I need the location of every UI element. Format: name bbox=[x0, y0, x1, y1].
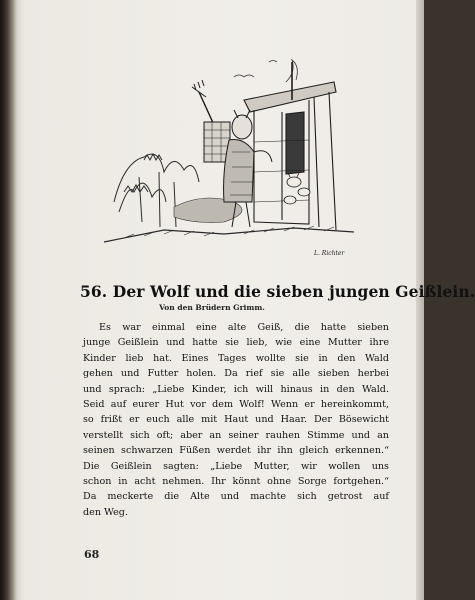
story-author: Von den Brüdern Grimm. bbox=[159, 303, 265, 312]
woodcut-illustration bbox=[104, 52, 354, 252]
smoke-and-birds bbox=[234, 60, 297, 82]
text-line: junge Geißlein und hatte sie lieb, wie eine Mutter ihre bbox=[83, 337, 389, 349]
story-title-text: Der Wolf und die sieben jungen Geißlein. bbox=[112, 282, 475, 301]
text-line: Da meckerte die Alte und machte sich getrost auf bbox=[83, 491, 389, 503]
story-body bbox=[83, 320, 389, 520]
text-line: Es war einmal eine alte Geiß, die hatte sieben bbox=[99, 322, 389, 333]
text-line: Kinder lieb hat. Eines Tages wollte sie in den Wald bbox=[83, 352, 389, 364]
story-title bbox=[80, 282, 475, 301]
text-line: Die Geißlein sagten: „Liebe Mutter, wir wollen uns bbox=[83, 460, 389, 472]
text-line: so frißt er euch alle mit Haut und Haar. Der Bösewicht bbox=[83, 414, 389, 426]
text-line: Seid auf eurer Hut vor dem Wolf! Wenn er hereinkommt, bbox=[83, 399, 389, 411]
illustration-mother-goat-leaving-house bbox=[104, 52, 354, 252]
artist-signature: L. Richter bbox=[314, 250, 345, 257]
text-line: schon in acht nehmen. Ihr könnt ohne Sorge fortgehen.“ bbox=[83, 476, 389, 488]
text-line: den Weg. bbox=[83, 506, 128, 518]
text-line: verstellt sich oft; aber an seiner rauhen Stimme und an bbox=[83, 429, 389, 441]
text-line: gehen und Futter holen. Da rief sie alle sieben herbei bbox=[83, 368, 389, 380]
text-line: seinen schwarzen Füßen werdet ihr ihn gleich erkennen.“ bbox=[83, 445, 389, 457]
story-number: 56. bbox=[80, 282, 108, 301]
book-spine-shadow bbox=[0, 0, 18, 600]
text-line: und sprach: „Liebe Kinder, ich will hinaus in den Wald. bbox=[83, 383, 389, 395]
house bbox=[244, 62, 336, 230]
little-goats bbox=[284, 173, 310, 204]
page-number: 68 bbox=[84, 548, 100, 561]
